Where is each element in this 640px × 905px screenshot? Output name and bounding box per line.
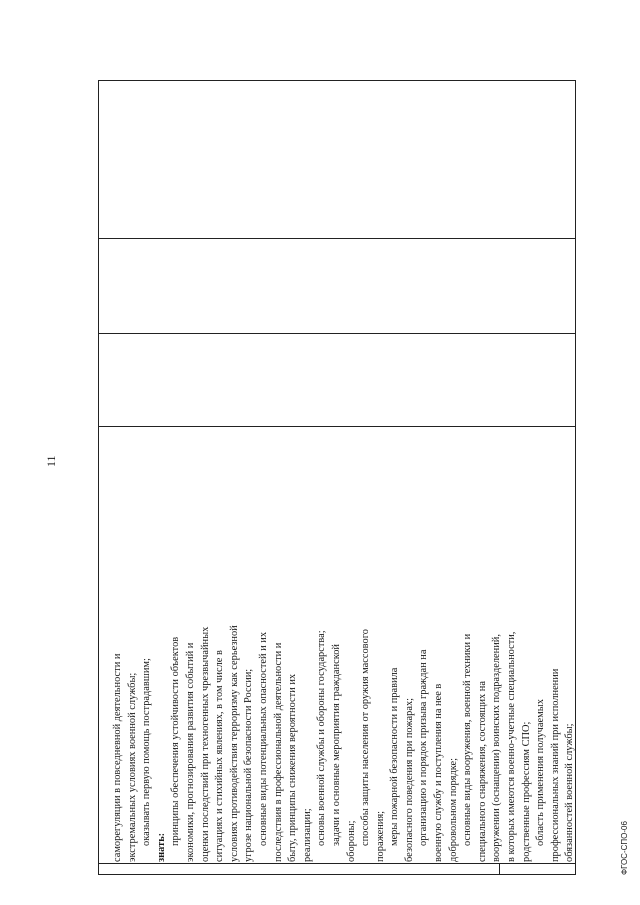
text-line: саморегуляции в повседневной деятельности и (112, 653, 123, 862)
text-line: поражения; (374, 810, 386, 862)
text-line: способы защиты населения от оружия массового (360, 629, 372, 846)
curriculum-table (98, 80, 576, 875)
text-line: меры пожарной безопасности и правила (389, 667, 401, 846)
column-divider (99, 426, 575, 427)
text-line: добровольном порядке; (447, 757, 459, 862)
text-line: родственные профессиям СПО; (520, 721, 532, 862)
text-line: основные виды потенциальных опасностей и их (257, 631, 269, 846)
text-line: основы военной службы и обороны государства; (316, 630, 328, 846)
text-line: быту, принципы снижения вероятности их (287, 673, 299, 862)
text-line: оказывать первую помощь пострадавшим; (141, 658, 153, 846)
text-line: вооружении (оснащении) воинских подразделений, (491, 634, 503, 862)
text-line: обязанностей военной службы; (564, 723, 576, 862)
text-line: угрозе национальной безопасности России; (243, 668, 255, 862)
text-line: принципы обеспечения устойчивости объектов (170, 636, 182, 846)
text-line: обороны; (345, 820, 357, 862)
text-line: безопасного поведения при пожарах; (403, 697, 415, 862)
column-divider (99, 333, 575, 334)
text-line: основные виды вооружения, военной техники и (462, 633, 474, 846)
row-divider (499, 864, 500, 874)
text-line: организацию и порядок призыва граждан на (418, 649, 430, 846)
page-number: 11 (44, 455, 58, 467)
text-line: в которых имеются военно-учетные специальности, (506, 631, 518, 862)
text-line: задачи и основные мероприятия гражданской (330, 644, 342, 846)
text-line: военную службу и поступления на нее в (433, 683, 445, 862)
text-line: последствия в профессиональной деятельности и (272, 642, 284, 862)
column-divider (99, 863, 575, 864)
text-line: экстремальных условиях военной службы; (126, 672, 138, 862)
text-line: реализации; (301, 808, 313, 862)
text-line: знать: (155, 832, 167, 862)
text-line: область применения получаемых (535, 699, 547, 846)
text-line: экономики, прогнозирования развития событий и (184, 642, 196, 862)
text-line: ситуациях и стихийных явлениях, в том числе в (214, 650, 226, 862)
column-divider (99, 238, 575, 239)
text-line: оценки последствий при техногенных чрезвычайных (199, 626, 211, 862)
document-code: ФГОС-СПО-06 (620, 821, 629, 875)
text-line: специального снаряжения, состоящих на (476, 681, 488, 862)
text-line: условиях противодействия терроризму как серьезной (228, 625, 240, 862)
text-line: профессиональных знаний при исполнении (549, 668, 561, 862)
competency-text (111, 440, 578, 862)
